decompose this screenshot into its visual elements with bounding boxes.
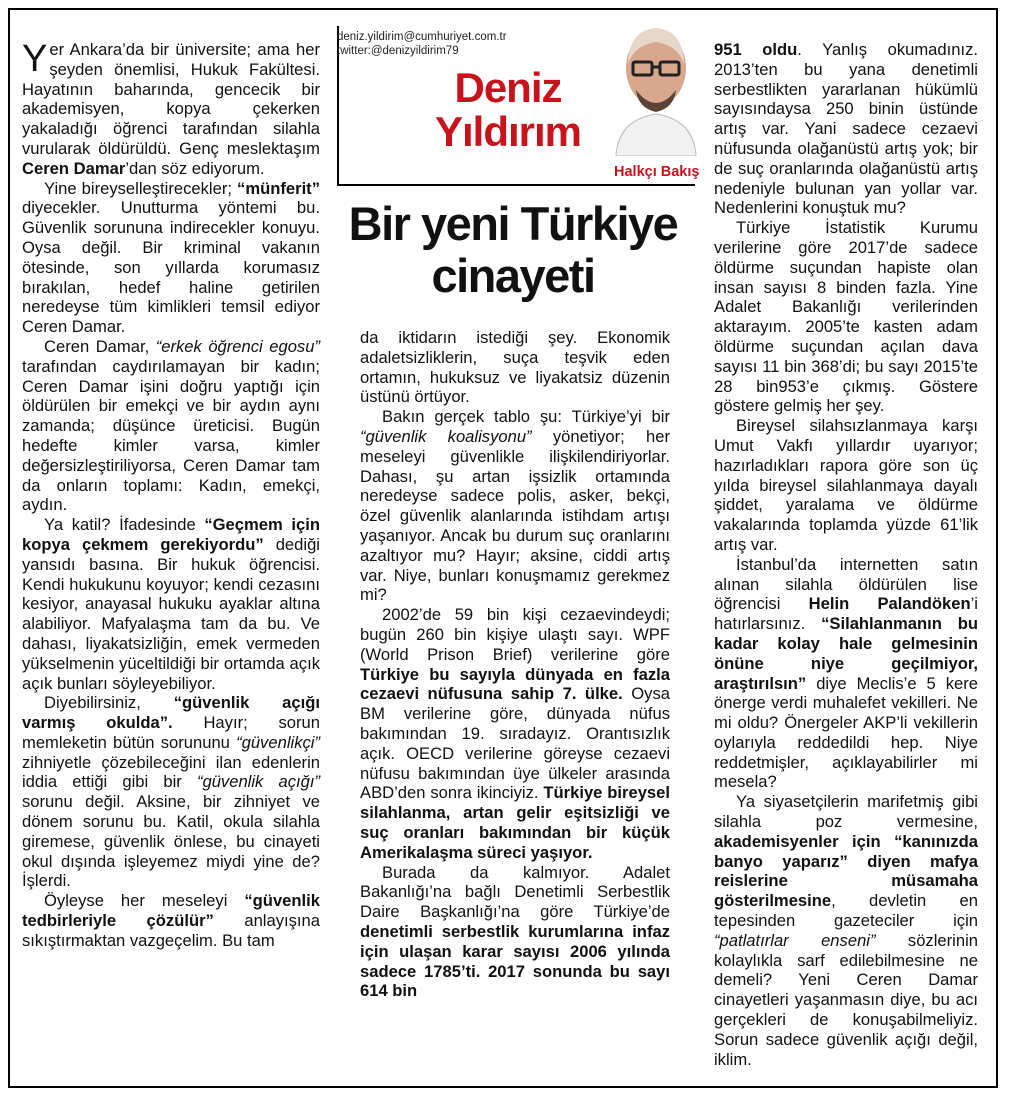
drop-cap: Y <box>22 38 48 80</box>
text: Oysa BM verilerine göre, dünyada nüfus bakımından 19. sıradayız. Orantısızlık açık. OECD verilerine göreyse cezaevi nüfusu bakımından üye ülkeler arasında ABD’den sonra ikinciyiz. <box>360 684 670 803</box>
text: ’i hatırlarsınız. <box>714 594 978 634</box>
bold-text: Ceren Damar <box>22 158 126 178</box>
bold-text: 951 oldu <box>714 40 798 59</box>
article-column-3 <box>714 40 978 1069</box>
paragraph <box>714 218 978 416</box>
paragraph <box>22 337 320 515</box>
bold-text: “münferit” <box>237 178 320 198</box>
italic-text: “patlatırlar enseni” <box>714 930 876 950</box>
paragraph <box>22 891 320 950</box>
text: diye Meclis’e 5 kere önerge verdi muhalefet vekilleri. Ne mi oldu? Önergeler AKP’li vekillerin oylarıyla reddedildi hep. Niye reddetmişler, açıklayabilirler mi mesela? <box>714 673 978 792</box>
text: . Yanlış okumadınız. 2013’ten bu yana denetimli serbestlikten yararlanan hükümlü sayısındaysa 250 binin üstünde artış var. Yani sadece cezaevi nüfusunda olağanüstü artış yok; bir de suç oranlarında olağanüstü artış nedeniyle bulunan yan yollar var. Nedenlerini konuştuk mu? <box>714 40 978 218</box>
paragraph <box>360 605 670 862</box>
author-last-name: Yıldırım <box>434 108 582 155</box>
text: er Ankara’da bir üniversite; ama her şeyden önemlisi, Hukuk Fakültesi. Hayatının baharında, gencecik bir akademisyen, kopya çekerken yakaladığı öğrenci tarafından silahla vurularak öldürüldü. Genç meslektaşım <box>22 40 320 158</box>
author-twitter[interactable]: twitter:@denizyildirim79 <box>337 45 459 57</box>
text: sözlerinin kolaylıkla sarf edilebilmesine ne demeli? Yeni Ceren Damar cinayetleri yaşanmasın diye, bu acı gerçekleri de konuşabilmeliyiz. Sorun sadece güvenlik açığı değil, iklim. <box>714 930 978 1069</box>
paragraph <box>714 40 978 218</box>
paragraph <box>360 328 670 407</box>
text: da iktidarın istediği şey. Ekonomik adaletsizliklerin, suça teşvik eden ortamın, hukuksuz ve liyakatsiz düzenin üstünü örtüyor. <box>360 328 670 407</box>
text: Bakın gerçek tablo şu: Türkiye’yi bir <box>382 407 670 427</box>
text: Diyebilirsiniz, <box>44 693 174 713</box>
text: ’dan söz ediyorum. <box>125 158 265 178</box>
text: Ya siyasetçilerin marifetmiş gibi silahla poz vermesine, <box>714 792 978 832</box>
paragraph <box>22 515 320 693</box>
text: tarafından caydırılamayan bir kadın; Ceren Damar işini doğru yaptığı için öldürülen bir emekçi ve bir aydın aynı zamanda; düşünce üreticisi. Bugün hedefte kimler varsa, kimler değersizleştiriliyorsa, Ceren Damar tam da onların toplamı: Kadın, emekçi, aydın. <box>22 356 320 515</box>
text: Burada da kalmıyor. Adalet Bakanlığı’na bağlı Denetimli Serbestlik Daire Başkanlığı’na göre Türkiye’de <box>360 862 670 922</box>
italic-text: “güvenlik açığı” <box>196 772 320 792</box>
text: Ceren Damar, <box>44 336 156 356</box>
bold-text: Helin Palandöken <box>808 594 971 614</box>
headline-line-2: cinayeti <box>431 249 595 302</box>
bold-text: akademisyenler için “kanınızda banyo yaparız” diyen mafya reislerine müsamaha gösterilmesine <box>714 831 978 911</box>
text: Ya katil? İfadesinde <box>44 515 205 535</box>
text: Hayır; sorun memleketin bütün sorununu <box>22 713 320 752</box>
text: Öyleyse her meseleyi <box>44 891 245 911</box>
bold-text: “Geçmem için kopya çekmem gerekiyordu” <box>22 515 320 554</box>
bold-text: “güvenlik tedbirleriyle çözülür” <box>22 891 320 931</box>
bold-text: Türkiye bu sayıyla dünyada en fazla cezaevi nüfusuna sahip 7. ülke. <box>360 664 670 704</box>
author-portrait <box>606 16 706 156</box>
text: diyecekler. Unutturma yöntemi bu. Güvenlik sorununa indirecekler konuyu. Oysa değil. Bir kriminal vakanın ötesinde, son yıllarda korumasız bırakılan, hedef haline getirilen neredeyse tüm kimlikleri temsil ediyor Ceren Damar. <box>22 198 320 337</box>
bold-text: denetimli serbestlik kurumlarına infaz için ulaşan karar sayısı 2006 yılında sadece 1785’ti. 2017 sonunda bu sayı 614 bin <box>360 921 670 1001</box>
text: , devletin en tepesinden gazeteciler için <box>714 891 978 931</box>
bold-text: Türkiye bireysel silahlanma, artan gelir eşitsizliği ve suç oranları bakımından bir küçük Amerikalaşma süreci yaşıyor. <box>360 783 670 862</box>
text: 2002’de 59 bin kişi cezaevindeydi; bugün 260 bin kişiye ulaştı sayı. WPF (World Prison Brief) verilerine göre <box>360 605 670 664</box>
article-headline <box>340 198 686 302</box>
column-name: Halkçı Bakış <box>614 164 700 180</box>
text: yönetiyor; her meseleyi güvenlikle ilişkilendiriyorlar. Dahası, şu artan işsizlik ortamında neredeyse sadece polis, asker, bekçi, özel güvenlik alanlarında istihdam artışı yaşanıyor. Ancak bu durum suç oranlarını azaltıyor mu? Hayır; aksine, ciddi artış var. Niye, bunları konuşmamız gerekmez mi? <box>360 426 670 605</box>
text: sorunu değil. Aksine, bir zihniyet ve dönem sorunu bu. Katil, okula silahla giremese, güvenlik önlese, bu cinayeti okul dışında işleyemez miydi yine de? İşlerdi. <box>22 792 320 891</box>
article-column-2 <box>360 328 670 1001</box>
text: İstanbul’da internetten satın alınan silahla öldürülen lise öğrencisi <box>714 554 978 614</box>
italic-text: “erkek öğrenci egosu” <box>155 336 320 356</box>
text: dediği yansıdı basına. Bir hukuk öğrencisi. Kendi hukukunu koyuyor; kendi cezasını kesiyor, anayasal hukuku ayaklar altına alabiliyor. Mafyalaşma tam da bu. Ve dahası, liyakatsizliğin, emek vermeden yükselmenin yüceltildiği bir ortamda açık açık bunları söyleyebiliyor. <box>22 534 320 693</box>
text: Türkiye İstatistik Kurumu verilerine göre 2017’de sadece öldürme suçundan hapiste olan insan sayısı 8 binden fazla. Yine Adalet Bakanlığı verilerinden aktarayım. 2005’te kasten adam öldürme suçundan açılan dava sayısı 11 bin 368’di; bu sayı 2015’te 28 bin953’e çıkmış. Göstere göstere gelmiş her şey. <box>714 218 978 416</box>
bold-text: “Silahlanmanın bu kadar kolay hale gelmesinin önüne niye geçilmiyor, araştırılsın” <box>714 614 978 693</box>
author-contact <box>337 30 507 58</box>
author-name <box>418 66 598 154</box>
paragraph <box>360 407 670 605</box>
article-column-1 <box>22 40 320 951</box>
bold-text: “güvenlik açığı varmış okulda”. <box>22 693 320 733</box>
paragraph <box>714 555 978 793</box>
headline-line-1: Bir yeni Türkiye <box>348 197 678 250</box>
paragraph <box>714 792 978 1069</box>
paragraph <box>22 693 320 891</box>
author-email[interactable]: deniz.yildirim@cumhuriyet.com.tr <box>337 31 507 43</box>
italic-text: “güvenlikçi” <box>236 732 320 752</box>
paragraph <box>714 416 978 555</box>
text: Yine bireyselleştirecekler; <box>44 178 238 198</box>
text: anlayışına sıkıştırmaktan vazgeçelim. Bu tam <box>22 911 320 950</box>
author-first-name: Deniz <box>454 64 562 111</box>
text: zihniyetle çözebileceğini ilan edenlerin iddia ettiği gibi bir <box>22 752 320 792</box>
paragraph <box>22 179 320 337</box>
italic-text: “güvenlik koalisyonu” <box>360 426 532 446</box>
text: Bireysel silahsızlanmaya karşı Umut Vakfı yıllardır uyarıyor; hazırladıkları rapora göre son üç yılda bireysel silahlanmaya dayalı şiddet, yaralama ve öldürme vakalarında toplamda yüzde 61’lik artış var. <box>714 416 978 554</box>
paragraph <box>360 863 670 1002</box>
paragraph <box>22 40 320 179</box>
